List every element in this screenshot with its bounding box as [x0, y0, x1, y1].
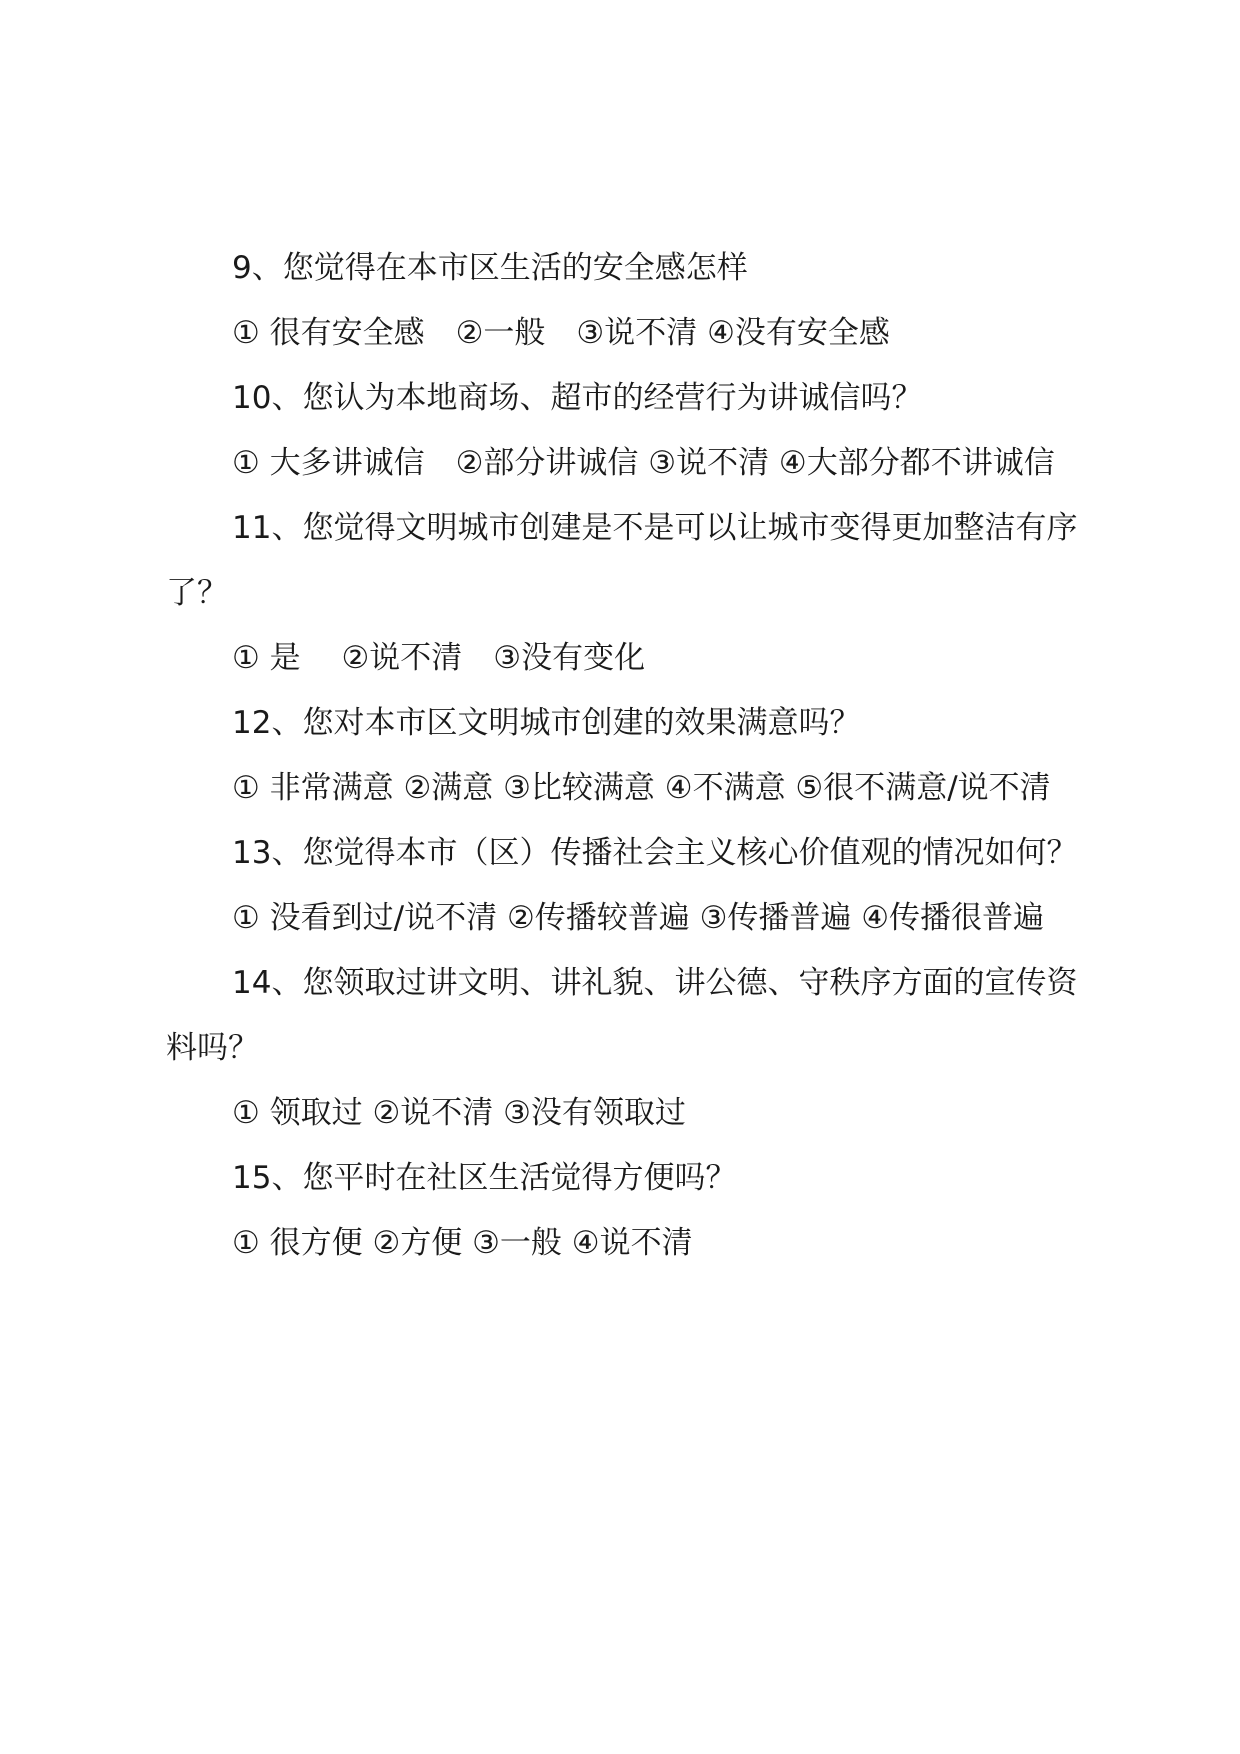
document-body	[166, 236, 1086, 1276]
question-10: 10、您认为本地商场、超市的经营行为讲诚信吗？	[232, 380, 923, 416]
question-12-options: ① 非常满意 ②满意 ③比较满意 ④不满意 ⑤很不满意/说不清	[232, 770, 1051, 806]
question-15-options: ① 很方便 ②方便 ③一般 ④说不清	[232, 1225, 693, 1261]
question-11: 11、您觉得文明城市创建是不是可以让城市变得更加整洁有序了？	[166, 510, 1078, 611]
question-13-options: ① 没看到过/说不清 ②传播较普遍 ③传播普遍 ④传播很普遍	[232, 900, 1045, 936]
question-9: 9、您觉得在本市区生活的安全感怎样	[232, 250, 748, 286]
question-11-options: ① 是 ②说不清 ③没有变化	[232, 640, 646, 676]
question-12: 12、您对本市区文明城市创建的效果满意吗？	[232, 705, 861, 741]
question-14-options: ① 领取过 ②说不清 ③没有领取过	[232, 1095, 686, 1131]
question-9-options: ① 很有安全感 ②一般 ③说不清 ④没有安全感	[232, 315, 890, 351]
question-10-options: ① 大多讲诚信 ②部分讲诚信 ③说不清 ④大部分都不讲诚信	[232, 445, 1055, 481]
question-14: 14、您领取过讲文明、讲礼貌、讲公德、守秩序方面的宣传资料吗？	[166, 965, 1078, 1066]
question-15: 15、您平时在社区生活觉得方便吗？	[232, 1160, 737, 1196]
question-13: 13、您觉得本市（区）传播社会主义核心价值观的情况如何？	[232, 835, 1078, 871]
